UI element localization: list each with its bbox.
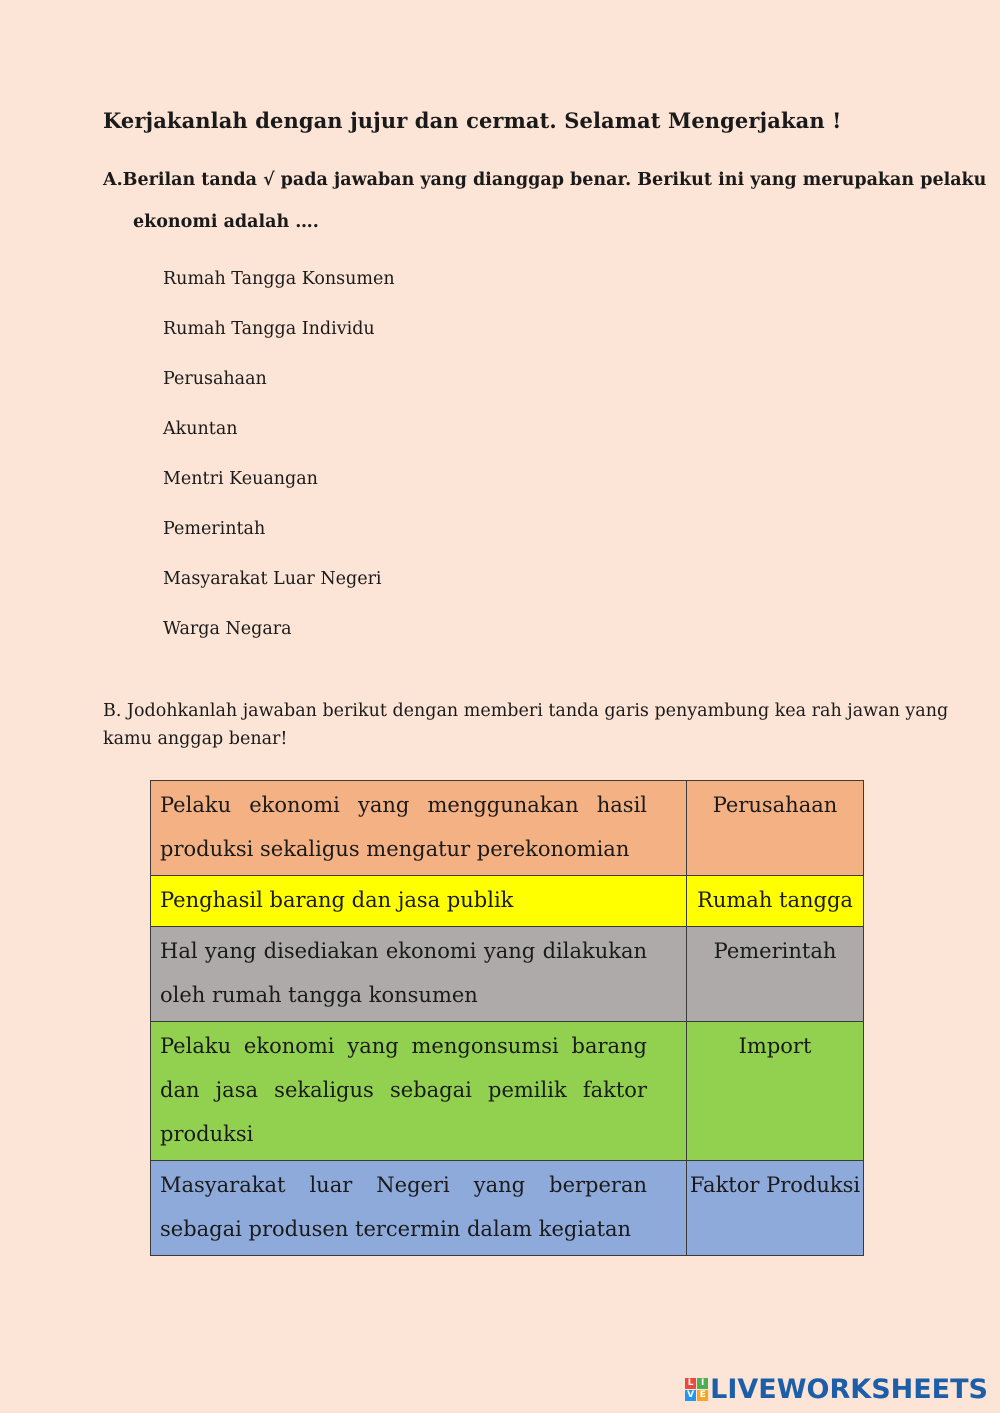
option-warga-negara[interactable]: Warga Negara (163, 619, 292, 639)
match-answer-cell[interactable]: Import (687, 1022, 864, 1161)
matching-table (150, 780, 864, 1256)
question-a-text: Berilan tanda √ pada jawaban yang dianggap benar. Berikut ini yang merupakan pelaku (122, 170, 987, 190)
brand-name: LIVEWORKSHEETS (710, 1374, 988, 1405)
match-answer-cell[interactable]: Rumah tangga (687, 876, 864, 927)
match-question-cell[interactable]: Masyarakat luar Negeri yang berperan sebagai produsen tercermin dalam kegiatan (151, 1161, 687, 1256)
match-question-cell[interactable]: Pelaku ekonomi yang mengonsumsi barang dan jasa sekaligus sebagai pemilik faktor produksi (151, 1022, 687, 1161)
match-question-cell[interactable]: Pelaku ekonomi yang menggunakan hasil produksi sekaligus mengatur perekonomian (151, 781, 687, 876)
match-answer-cell[interactable]: Perusahaan (687, 781, 864, 876)
matching-row (151, 927, 864, 1022)
logo-letter: I (697, 1378, 708, 1389)
match-question-cell[interactable]: Hal yang disediakan ekonomi yang dilakukan oleh rumah tangga konsumen (151, 927, 687, 1022)
option-perusahaan[interactable]: Perusahaan (163, 369, 267, 389)
option-akuntan[interactable]: Akuntan (163, 419, 238, 439)
match-question-cell[interactable]: Penghasil barang dan jasa publik (151, 876, 687, 927)
match-answer-cell[interactable]: Pemerintah (687, 927, 864, 1022)
question-a (103, 170, 987, 232)
matching-row (151, 1161, 864, 1256)
option-rumah-tangga-konsumen[interactable]: Rumah Tangga Konsumen (163, 269, 395, 289)
matching-row (151, 781, 864, 876)
liveworksheets-footer (685, 1374, 988, 1405)
matching-row (151, 876, 864, 927)
option-masyarakat-luar-negeri[interactable]: Masyarakat Luar Negeri (163, 569, 382, 589)
option-pemerintah[interactable]: Pemerintah (163, 519, 266, 539)
question-a-number: A. (103, 170, 123, 190)
option-mentri-keuangan[interactable]: Mentri Keuangan (163, 469, 318, 489)
worksheet-title: Kerjakanlah dengan jujur dan cermat. Selamat Mengerjakan ! (103, 108, 842, 133)
logo-letter: V (685, 1390, 696, 1401)
match-answer-cell[interactable]: Faktor Produksi (687, 1161, 864, 1256)
question-a-text-continued: ekonomi adalah …. (133, 212, 319, 232)
answer-options (163, 268, 395, 668)
option-rumah-tangga-individu[interactable]: Rumah Tangga Individu (163, 319, 375, 339)
liveworksheets-logo-icon (685, 1378, 708, 1401)
matching-row (151, 1022, 864, 1161)
logo-letter: E (697, 1390, 708, 1401)
question-a-line1 (103, 170, 987, 190)
logo-letter: L (685, 1378, 696, 1389)
question-b-instruction: B. Jodohkanlah jawaban berikut dengan memberi tanda garis penyambung kea rah jawan yang kamu anggap benar! (103, 701, 949, 749)
